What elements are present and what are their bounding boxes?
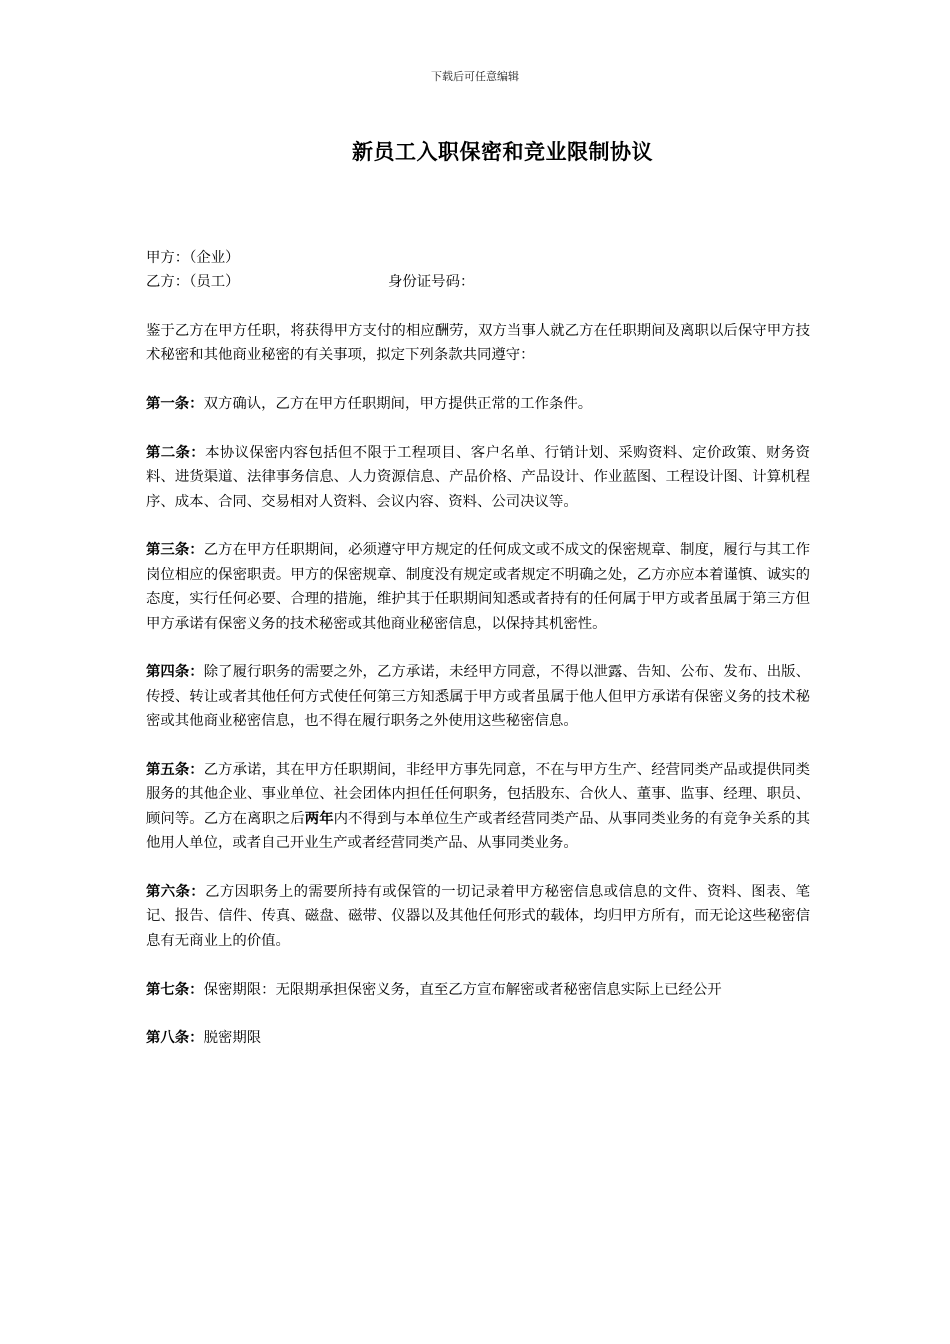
article-text: 除了履行职务的需要之外，乙方承诺，未经甲方同意，不得以泄露、告知、公布、发布、出版、传授、转让或者其他任何方式使任何第三方知悉属于甲方或者虽属于他人但甲方承诺有保密义务的技术秘密或其他商业秘密信息，也不得在履行职务之外使用这些秘密信息。 [146, 664, 810, 730]
header-note: 下载后可任意编辑 [431, 70, 519, 83]
article-5 [146, 758, 810, 856]
document-body [146, 246, 810, 1075]
article-text: 脱密期限 [203, 1030, 262, 1047]
article-label: 第四条： [146, 663, 204, 681]
article-label: 第五条： [146, 761, 204, 779]
article-6 [146, 880, 810, 953]
article-text: 本协议保密内容包括但不限于工程项目、客户名单、行销计划、采购资料、定价政策、财务资料、进货渠道、法律事务信息、人力资源信息、产品价格、产品设计、作业蓝图、工程设计图、计算机程序、成本、合同、交易相对人资料、会议内容、资料、公司决议等。 [146, 444, 810, 510]
article-text-continued: 内不得到与本单位生产或者经营同类产品、从事同类业务的有竞争关系的其他用人单位，或者自己开业生产或者经营同类产品、从事同类业务。 [146, 810, 810, 852]
article-8 [146, 1026, 810, 1050]
article-label: 第一条： [146, 395, 204, 413]
article-label: 第六条： [146, 883, 206, 901]
party-b-line [146, 270, 810, 294]
article-text: 保密期限：无限期承担保密义务，直至乙方宣布解密或者秘密信息实际上已经公开 [203, 981, 722, 998]
party-b-label: 乙方：（员工） [146, 274, 240, 291]
noncompete-period: 两年 [304, 809, 334, 827]
article-text: 乙方因职务上的需要所持有或保管的一切记录着甲方秘密信息或信息的文件、资料、图表、笔记、报告、信件、传真、磁盘、磁带、仪器以及其他任何形式的载体，均归甲方所有，而无论这些秘密信息有无商业上的价值。 [146, 884, 810, 949]
intro-paragraph: 鉴于乙方在甲方任职，将获得甲方支付的相应酬劳，双方当事人就乙方在任职期间及离职以后保守甲方技术秘密和其他商业秘密的有关事项，拟定下列条款共同遵守： [146, 322, 810, 364]
article-text: 乙方在甲方任职期间，必须遵守甲方规定的任何成文或不成文的保密规章、制度，履行与其工作岗位相应的保密职责。甲方的保密规章、制度没有规定或者规定不明确之处，乙方亦应本着谨慎、诚实的态度，实行任何必要、合理的措施，维护其于任职期间知悉或者持有的任何属于甲方或者虽属于第三方但甲方承诺有保密义务的技术秘密或其他商业秘密信息，以保持其机密性。 [146, 542, 810, 632]
article-7 [146, 978, 810, 1002]
article-2 [146, 441, 810, 514]
article-4 [146, 660, 810, 733]
article-text: 双方确认，乙方在甲方任职期间，甲方提供正常的工作条件。 [203, 396, 593, 413]
article-1 [146, 392, 810, 416]
id-number-label: 身份证号码： [388, 274, 475, 291]
article-label: 第三条： [146, 541, 204, 559]
article-text: 乙方承诺，其在甲方任职期间，非经甲方事先同意，不在与甲方生产、经营同类产品或提供同类服务的其他企业、事业单位、社会团体内担任任何职务，包括股东、合伙人、董事、监事、经理、职员、顾问等。乙方在离职之后 [146, 762, 810, 827]
party-a-line: 甲方：（企业） [146, 250, 240, 266]
article-label: 第七条： [146, 980, 204, 998]
article-3 [146, 538, 810, 636]
document-title: 新员工入职保密和竞业限制协议 [352, 139, 653, 164]
article-label: 第八条： [146, 1029, 204, 1047]
article-label: 第二条： [146, 443, 206, 461]
